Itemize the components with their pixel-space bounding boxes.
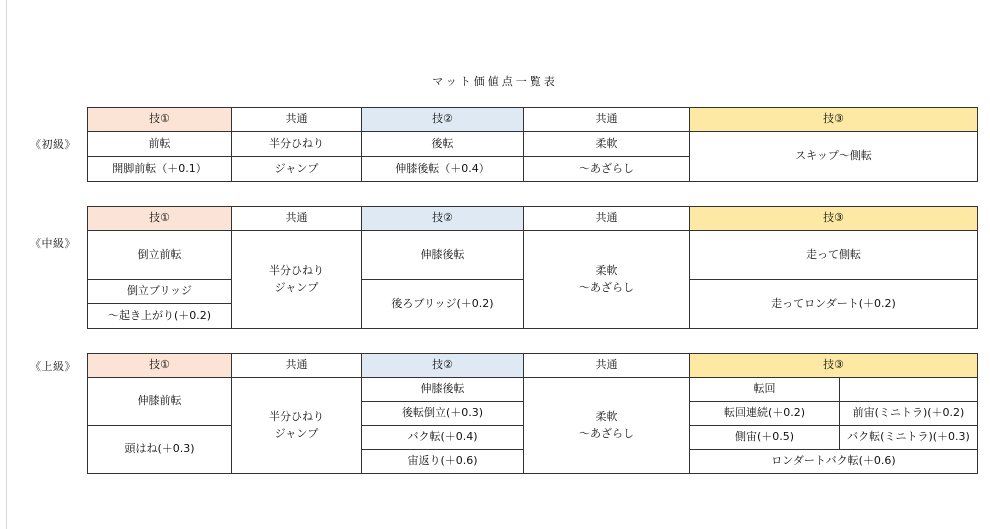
cell-common: 柔軟 [524, 132, 690, 157]
cell-skill3: 側宙(＋0.5) [690, 426, 840, 450]
table-beginner [87, 107, 978, 182]
header-skill2: 技② [362, 354, 524, 378]
cell-skill1: ～起き上がり(＋0.2) [88, 304, 232, 329]
cell-common: ジャンプ [232, 157, 362, 182]
page-title: マット価値点一覧表 [432, 75, 558, 88]
cell-skill2: 伸膝後転 [362, 231, 524, 280]
cell-skill3-empty [840, 378, 978, 402]
cell-skill3: 走って側転 [690, 231, 978, 280]
header-skill2: 技② [362, 108, 524, 132]
header-common: 共通 [232, 108, 362, 132]
cell-skill1: 倒立ブリッジ [88, 280, 232, 304]
cell-common: ～あざらし [524, 157, 690, 182]
cell-skill2: バク転(＋0.4) [362, 426, 524, 450]
level-label-beginner: 《初級》 [30, 138, 76, 151]
cell-skill3: 転回連続(＋0.2) [690, 402, 840, 426]
cell-skill1: 開脚前転（＋0.1） [88, 157, 232, 182]
cell-skill2: 後ろブリッジ(＋0.2) [362, 280, 524, 329]
header-skill3: 技③ [690, 207, 978, 231]
cell-skill2: 伸膝後転 [362, 378, 524, 402]
header-common: 共通 [524, 207, 690, 231]
header-skill3: 技③ [690, 108, 978, 132]
header-common: 共通 [232, 207, 362, 231]
cell-common: 半分ひねり ジャンプ [232, 231, 362, 329]
header-skill3: 技③ [690, 354, 978, 378]
cell-skill2: 後転倒立(＋0.3) [362, 402, 524, 426]
cell-skill2: 後転 [362, 132, 524, 157]
cell-skill3: 前宙(ミニトラ)(＋0.2) [840, 402, 978, 426]
header-common: 共通 [524, 354, 690, 378]
cell-skill3: スキップ～側転 [690, 132, 978, 182]
header-common: 共通 [232, 354, 362, 378]
level-label-intermediate: 《中級》 [30, 237, 76, 250]
cell-skill1: 頭はね(＋0.3) [88, 426, 232, 474]
cell-skill3: バク転(ミニトラ)(＋0.3) [840, 426, 978, 450]
cell-skill3: ロンダートバク転(＋0.6) [690, 450, 978, 474]
cell-skill2: 宙返り(＋0.6) [362, 450, 524, 474]
cell-common: 柔軟 ～あざらし [524, 378, 690, 474]
cell-skill1: 伸膝前転 [88, 378, 232, 426]
table-intermediate [87, 206, 978, 329]
table-advanced [87, 353, 978, 474]
cell-skill1: 前転 [88, 132, 232, 157]
header-skill1: 技① [88, 108, 232, 132]
level-label-advanced: 《上級》 [30, 360, 76, 373]
cell-common: 半分ひねり ジャンプ [232, 378, 362, 474]
cell-common: 柔軟 ～あざらし [524, 231, 690, 329]
cell-skill3: 走ってロンダート(＋0.2) [690, 280, 978, 329]
header-skill1: 技① [88, 354, 232, 378]
header-common: 共通 [524, 108, 690, 132]
cell-skill1: 倒立前転 [88, 231, 232, 280]
cell-common: 半分ひねり [232, 132, 362, 157]
cell-skill3: 転回 [690, 378, 840, 402]
cell-skill2: 伸膝後転（＋0.4） [362, 157, 524, 182]
header-skill1: 技① [88, 207, 232, 231]
header-skill2: 技② [362, 207, 524, 231]
